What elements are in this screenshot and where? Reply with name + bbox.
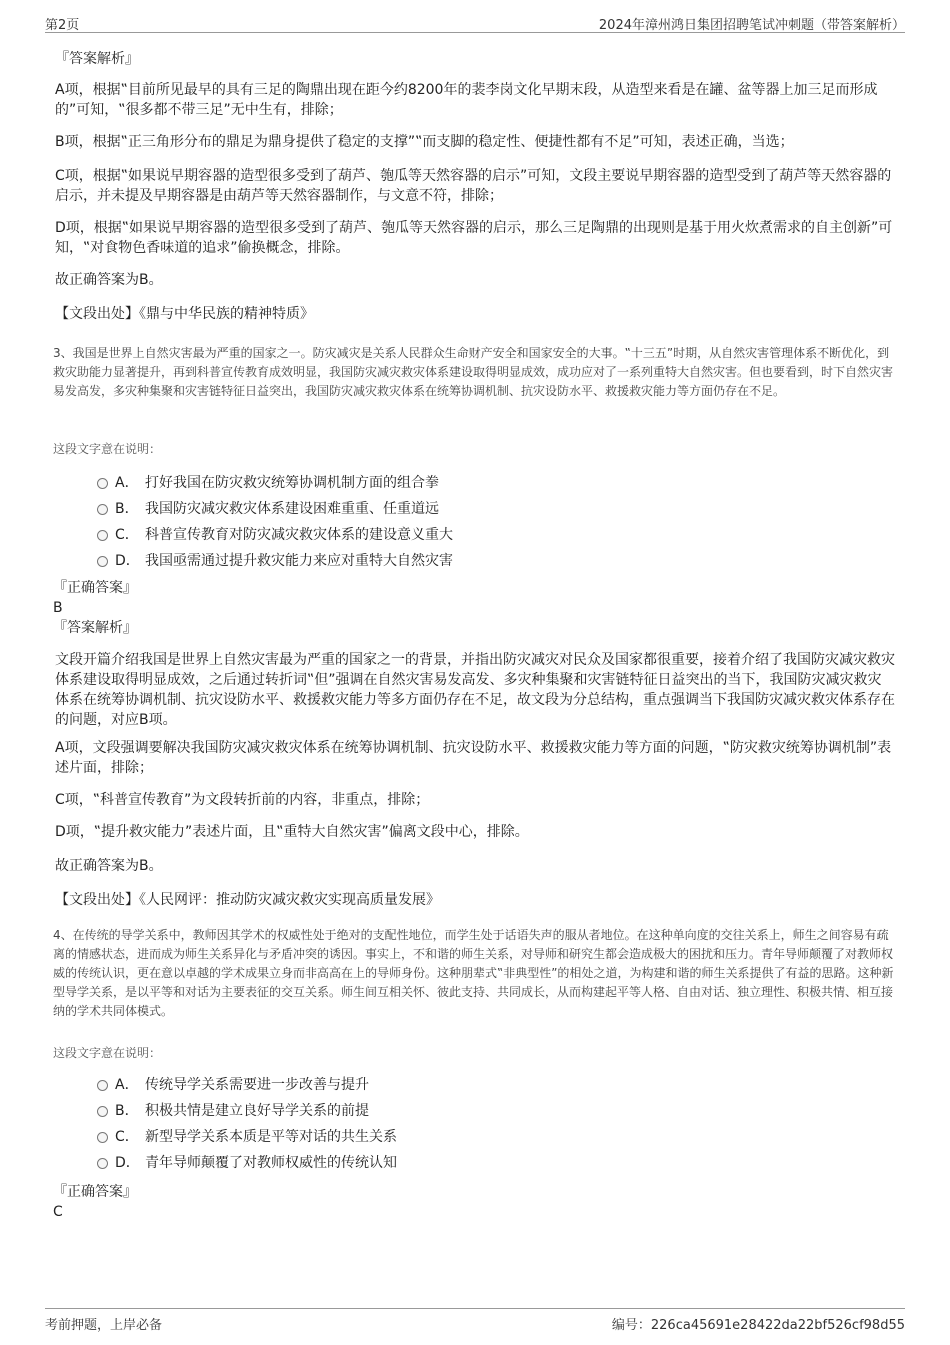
q3-analysis-c: C项，‟科普宣传教育”为文段转折前的内容，非重点，排除； <box>55 792 430 808</box>
q3-option-a[interactable]: A． 打好我国在防灾救灾统筹协调机制方面的组合拳 <box>55 470 895 496</box>
q4-options <box>55 1072 895 1176</box>
q4-option-c[interactable]: C． 新型导学关系本质是平等对话的共生关系 <box>55 1124 895 1150</box>
q2-analysis-d: D项，根据‟如果说早期容器的造型很多受到了葫芦、匏瓜等天然容器的启示，那么三足陶鼎的出现则是基于用火炊煮需求的自主创新”可知，‟对食物色香味道的追求”偷换概念，排除。 <box>55 220 893 256</box>
radio-icon[interactable] <box>97 504 108 515</box>
q2-conclusion: 故正确答案为B。 <box>55 272 163 288</box>
q4-option-a[interactable]: A． 传统导学关系需要进一步改善与提升 <box>55 1072 895 1098</box>
q3-prompt: 这段文字意在说明： <box>53 442 162 456</box>
q3-answer-label: 『正确答案』 <box>53 580 137 596</box>
q3-analysis-main: 文段开篇介绍我国是世界上自然灾害最为严重的国家之一的背景，并指出防灾减灾对民众及国家都很重要，接着介绍了我国防灾减灾救灾体系建设取得明显成效，之后通过转折词‟但”强调在自然灾害易发高发、多灾种集聚和灾害链特征日益突出的当下，我国防灾减灾救灾体系在统筹协调机制、抗灾设防水平、救援救灾能力等多方面仍存在不足，故文段为分总结构，重点强调当下我国防灾减灾救灾体系存在的问题，对应B项。 <box>55 652 895 728</box>
document-title: 2024年漳州鸿日集团招聘笔试冲刺题（带答案解析） <box>598 18 905 33</box>
q4-prompt: 这段文字意在说明： <box>53 1046 162 1060</box>
page-footer <box>45 1308 905 1331</box>
footer-slogan: 考前押题，上岸必备 <box>45 1318 163 1333</box>
q2-analysis-c: C项，根据‟如果说早期容器的造型很多受到了葫芦、匏瓜等天然容器的启示”可知，文段主要说早期容器的造型受到了葫芦等天然容器的启示，并未提及早期容器是由葫芦等天然容器制作，与文意不符，排除； <box>55 168 892 204</box>
radio-icon[interactable] <box>97 530 108 541</box>
q4-option-d[interactable]: D． 青年导师颠覆了对教师权威性的传统认知 <box>55 1150 895 1176</box>
q3-analysis-a: A项，文段强调要解决我国防灾减灾救灾体系在统筹协调机制、抗灾设防水平、救援救灾能力等方面的问题，‟防灾救灾统筹协调机制”表述片面，排除； <box>55 740 892 776</box>
q3-option-d[interactable]: D． 我国亟需通过提升救灾能力来应对重特大自然灾害 <box>55 548 895 574</box>
document-id: 编号：226ca45691e28422da22bf526cf98d55 <box>611 1318 905 1333</box>
q2-analysis-a: A项，根据‟目前所见最早的具有三足的陶鼎出现在距今约8200年的裴李岗文化早期末段，从造型来看是在罐、盆等器上加三足而形成的”可知，‟很多都不带三足”无中生有，排除； <box>55 82 878 118</box>
radio-icon[interactable] <box>97 556 108 567</box>
q3-option-b[interactable]: B． 我国防灾减灾救灾体系建设困难重重、任重道远 <box>55 496 895 522</box>
q4-answer-label: 『正确答案』 <box>53 1184 137 1200</box>
radio-icon[interactable] <box>97 1132 108 1143</box>
q4-stem: 4、在传统的导学关系中，教师因其学术的权威性处于绝对的支配性地位，而学生处于话语失声的服从者地位。在这种单向度的交往关系上，师生之间容易有疏离的情感状态，进而成为师生关系异化与矛盾冲突的诱因。事实上，不和谐的师生关系，对导师和研究生都会造成极大的困扰和压力。青年导师颠覆了对教师权威的传统认识，更在意以卓越的学术成果立身而非高高在上的导师身份。这种朋辈式‟非典型性”的相处之道，为构建和谐的师生关系提供了有益的思路。这种新型导学关系，是以平等和对话为主要表征的交互关系。师生间互相关怀、彼此支持、共同成长，从而构建起平等人格、自由对话、独立理性、积极共情、相互接纳的学术共同体模式。 <box>53 928 894 1018</box>
q2-analysis-b: B项，根据‟正三角形分布的鼎足为鼎身提供了稳定的支撑”‟而支脚的稳定性、便捷性都有不足”可知，表述正确，当选； <box>55 134 794 150</box>
q3-options <box>55 470 895 574</box>
q4-option-b[interactable]: B． 积极共情是建立良好导学关系的前提 <box>55 1098 895 1124</box>
q2-source: 【文段出处】《鼎与中华民族的精神特质》 <box>55 306 314 322</box>
q3-stem: 3、我国是世界上自然灾害最为严重的国家之一。防灾减灾是关系人民群众生命财产安全和国家安全的大事。‟十三五”时期，从自然灾害管理体系不断优化，到救灾助能力显著提升，再到科普宣传教育成效明显，我国防灾减灾救灾体系建设取得明显成效，成功应对了一系列重特大自然灾害。但也要看到，时下自然灾害易发高发，多灾种集聚和灾害链特征日益突出，我国防灾减灾救灾体系在统筹协调机制、抗灾设防水平、救援救灾能力等方面仍存在不足。 <box>53 346 894 398</box>
radio-icon[interactable] <box>97 1080 108 1091</box>
page-header <box>45 10 905 33</box>
radio-icon[interactable] <box>97 1158 108 1169</box>
q4-answer: C <box>53 1204 63 1220</box>
q3-conclusion: 故正确答案为B。 <box>55 858 163 874</box>
q3-option-c[interactable]: C． 科普宣传教育对防灾减灾救灾体系的建设意义重大 <box>55 522 895 548</box>
q3-source: 【文段出处】《人民网评：推动防灾减灾救灾实现高质量发展》 <box>55 892 440 908</box>
q3-answer: B <box>53 600 63 616</box>
q3-analysis-label: 『答案解析』 <box>53 620 137 636</box>
radio-icon[interactable] <box>97 1106 108 1117</box>
page-number: 第2页 <box>45 18 80 33</box>
q2-analysis-label: 『答案解析』 <box>55 51 139 67</box>
q3-analysis-d: D项，‟提升救灾能力”表述片面，且‟重特大自然灾害”偏离文段中心，排除。 <box>55 824 529 840</box>
radio-icon[interactable] <box>97 478 108 489</box>
